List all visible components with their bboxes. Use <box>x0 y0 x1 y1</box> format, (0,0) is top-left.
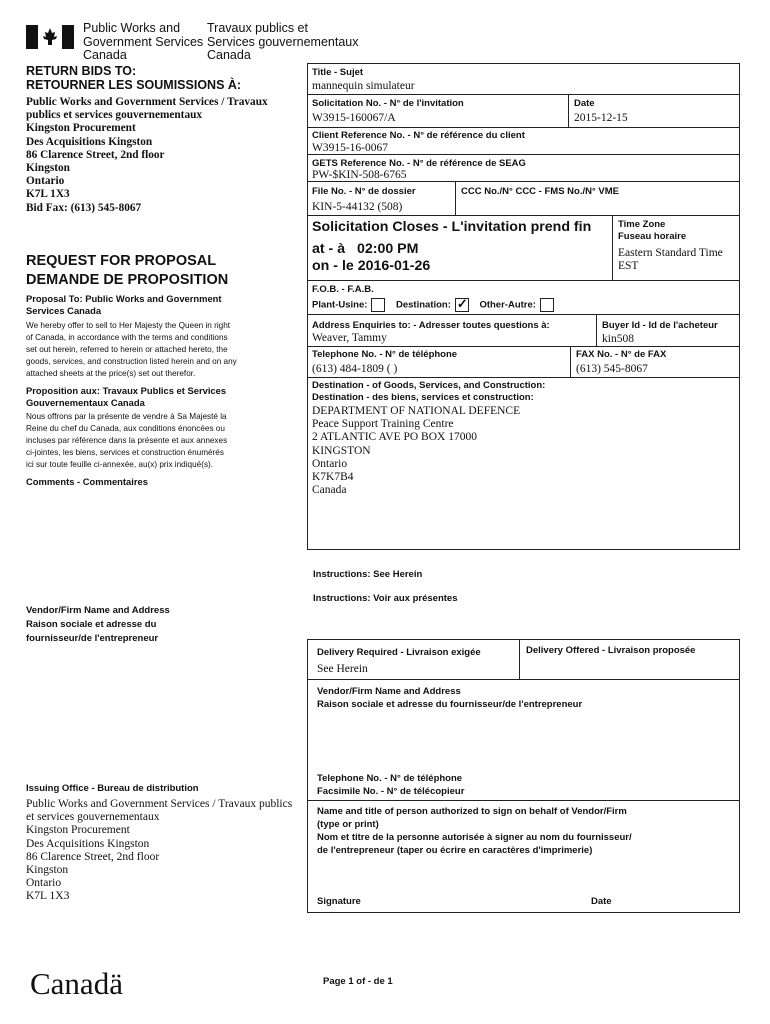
date-label: Date <box>574 98 595 109</box>
fob-options: Plant-Usine: Destination: ✓ Other-Autre: <box>312 298 554 312</box>
time-zone-label: Time Zone Fuseau horaire <box>618 219 687 242</box>
telephone-label: Telephone No. - N° de téléphone <box>312 349 458 360</box>
canada-flag-icon <box>26 25 74 49</box>
buyer-id-value: kin508 <box>602 333 634 345</box>
signature-label: Signature <box>317 896 361 907</box>
delivery-required-label: Delivery Required - Livraison exigée <box>317 647 481 658</box>
authorized-person-label: Name and title of person authorized to sign on behalf of Vendor/Firm (type or print) Nom et titre de la personne autorisée à signer au nom du fournisseur/ de l'entrepreneur (taper ou écrire en caractères d'imprimerie) <box>317 806 632 856</box>
offer-text-fr: Nous offrons par la présente de vendre à Sa Majesté la Reine du chef du Canada, aux conditions énoncées ou incluses par référence dans la présente et aux annexes ci-jointes, les biens, services et construction énumérés ici sur toute feuille ci-annexée, au(x) prix indiqué(s). <box>26 412 228 469</box>
checkmark-icon: ✓ <box>456 296 468 311</box>
destination-checkbox[interactable] <box>455 298 469 312</box>
delivery-offered-label: Delivery Offered - Livraison proposée <box>526 645 696 656</box>
fax-label: FAX No. - N° de FAX <box>576 349 667 360</box>
client-ref-label: Client Reference No. - N° de référence du client <box>312 130 525 141</box>
proposition-aux: Proposition aux: Travaux Publics et Services Gouvernementaux Canada <box>26 385 227 408</box>
dept-name-fr: Travaux publics et Services gouvernementaux Canada <box>207 21 359 62</box>
fax-value: (613) 545-8067 <box>576 363 648 375</box>
client-ref-value: W3915-16-0067 <box>312 142 389 154</box>
time-zone-value: Eastern Standard Time EST <box>618 247 723 272</box>
address-enquiries-label: Address Enquiries to: - Adresser toutes questions à: <box>312 320 550 331</box>
other-checkbox[interactable] <box>540 298 554 312</box>
date-value: 2015-12-15 <box>574 112 628 124</box>
vendor-firm-name-label: Vendor/Firm Name and Address Raison sociale et adresse du fournisseur/de l'entrepreneur <box>317 686 583 710</box>
canada-wordmark-logo: Canadä <box>30 966 123 1001</box>
issuing-office-label: Issuing Office - Bureau de distribution <box>26 783 199 794</box>
return-bids-address: Public Works and Government Services / Travaux publics et services gouvernementaux Kingston Procurement Des Acquisitions Kingston 86 Clarence Street, 2nd floor Kingston Ontario K7L 1X3 Bid Fax: (613) 545-8067 <box>26 96 268 214</box>
vendor-firm-label: Vendor/Firm Name and Address Raison sociale et adresse du fournisseur/de l'entrepreneur <box>26 605 170 644</box>
signature-date-label: Date <box>591 896 612 907</box>
solicitation-no-label: Solicitation No. - N° de l'invitation <box>312 98 464 109</box>
file-no-value: KIN-5-44132 (508) <box>312 201 403 213</box>
instructions-fr: Instructions: Voir aux présentes <box>313 593 458 604</box>
vendor-firm-name-field[interactable] <box>316 712 734 770</box>
destination-address: DEPARTMENT OF NATIONAL DEFENCE Peace Support Training Centre 2 ATLANTIC AVE PO BOX 17000 KINGSTON Ontario K7K7B4 Canada <box>312 405 521 497</box>
dept-name-en: Public Works and Government Services Canada <box>83 21 204 62</box>
instructions-en: Instructions: See Herein <box>313 569 423 580</box>
address-enquiries-value: Weaver, Tammy <box>312 332 387 344</box>
gets-ref-label: GETS Reference No. - N° de référence de SEAG <box>312 158 526 169</box>
return-bids-title: RETURN BIDS TO: RETOURNER LES SOUMISSIONS À: <box>26 64 242 92</box>
solicitation-closes-title: Solicitation Closes - L'invitation prend fin <box>312 219 592 235</box>
telephone-value: (613) 484-1809 ( ) <box>312 363 398 375</box>
proposal-to: Proposal To: Public Works and Government Services Canada <box>26 293 222 316</box>
issuing-office-address: Public Works and Government Services / Travaux publics et services gouvernementaux Kingston Procurement Des Acquisitions Kingston 86 Clarence Street, 2nd floor Kingston Ontario K7L 1X3 <box>26 798 293 903</box>
destination-label: Destination - of Goods, Services, and Construction: Destination - des biens, services et construction: <box>312 380 546 403</box>
solicitation-no-value: W3915-160067/A <box>312 112 396 124</box>
file-no-label: File No. - N° de dossier <box>312 186 416 197</box>
ccc-label: CCC No./N° CCC - FMS No./N° VME <box>461 186 620 197</box>
plant-checkbox[interactable] <box>371 298 385 312</box>
title-label: Title - Sujet <box>312 67 364 78</box>
title-value: mannequin simulateur <box>312 80 415 92</box>
rfp-title: REQUEST FOR PROPOSAL DEMANDE DE PROPOSITION <box>26 253 229 288</box>
gets-ref-value: PW-$KIN-508-6765 <box>312 169 407 181</box>
page-number: Page 1 of - de 1 <box>323 976 393 987</box>
buyer-id-label: Buyer Id - Id de l'acheteur <box>602 320 718 331</box>
closing-time: at - à 02:00 PM on - le 2016-01-26 <box>312 241 431 274</box>
vendor-phone-label: Telephone No. - N° de téléphone Facsimile No. - N° de télécopieur <box>317 773 465 797</box>
delivery-required-value: See Herein <box>317 663 368 675</box>
comments-label: Comments - Commentaires <box>26 476 148 487</box>
fob-label: F.O.B. - F.A.B. <box>312 284 374 295</box>
offer-text-en: We hereby offer to sell to Her Majesty the Queen in right of Canada, in accordance with the terms and conditions set out herein, referred to herein or attached hereto, the goods, services, and construction listed herein and on any attached sheets at the price(s) set out therefor. <box>26 321 237 378</box>
authorized-person-field[interactable] <box>316 862 734 890</box>
